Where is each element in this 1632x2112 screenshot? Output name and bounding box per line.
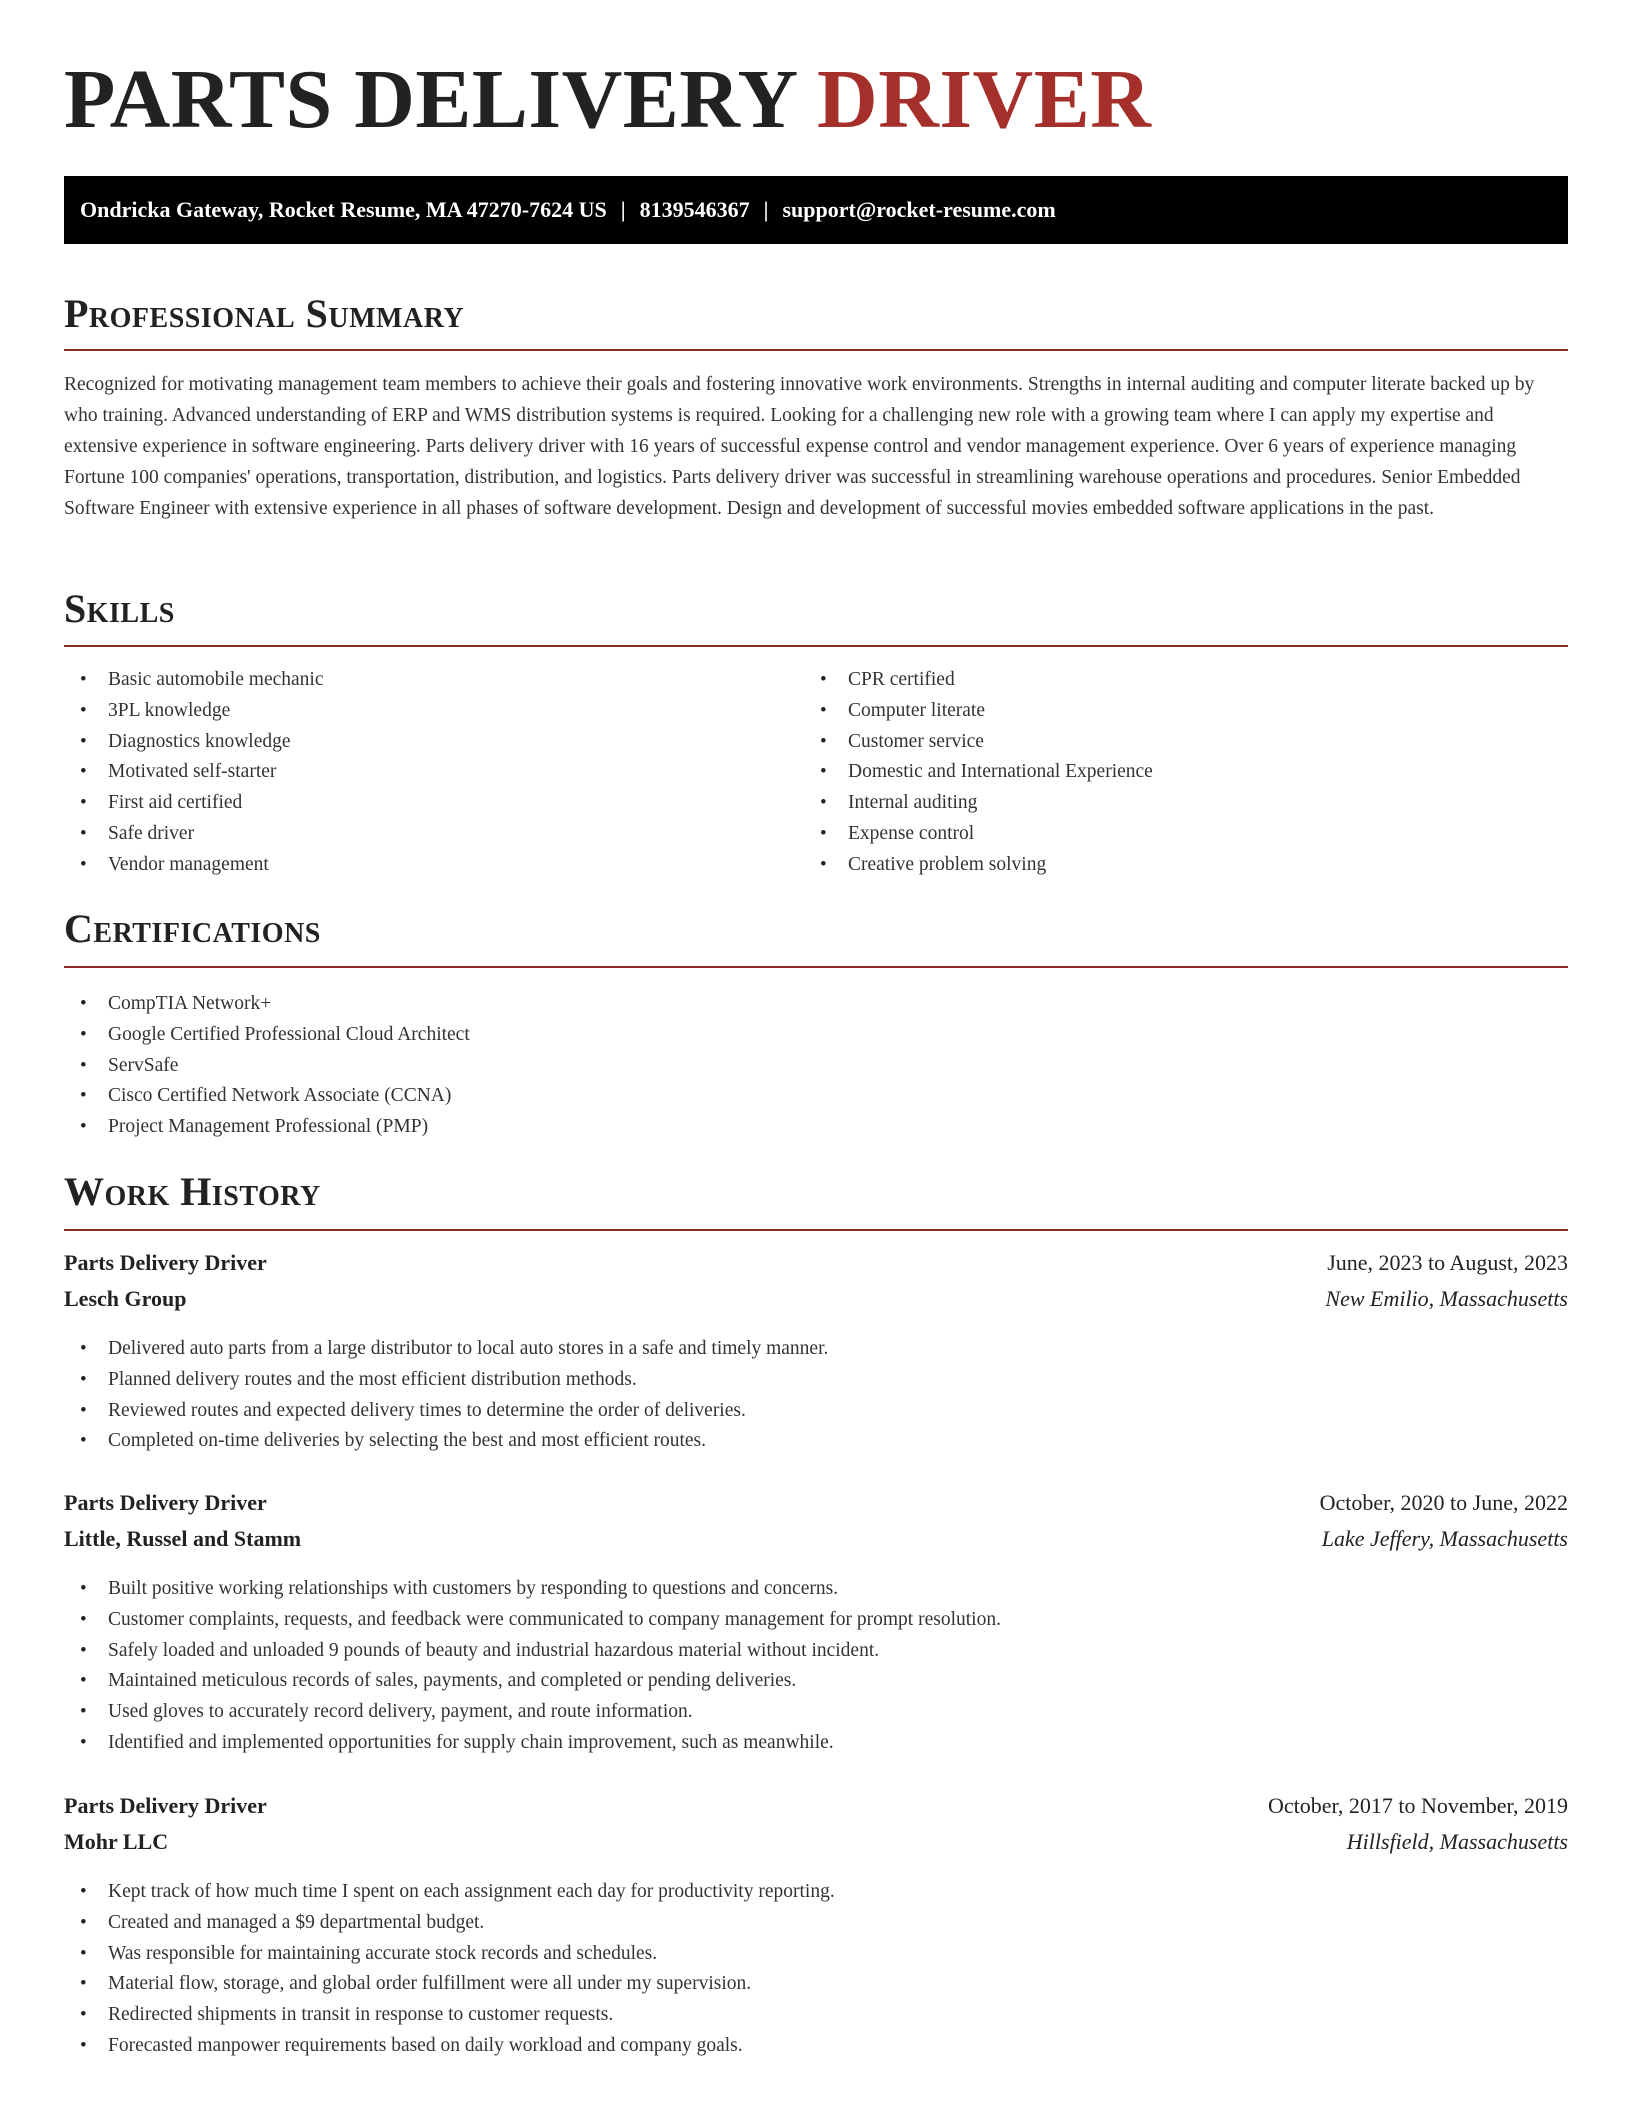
job-entry	[64, 1793, 1568, 2062]
job-duty: • Reviewed routes and expected delivery times to determine the order of deliveries.	[64, 1396, 1568, 1427]
certification-item: • Project Management Professional (PMP)	[64, 1112, 1568, 1143]
job-duty: • Built positive working relationships with customers by responding to questions and concerns.	[64, 1574, 1568, 1605]
job-duty: • Was responsible for maintaining accurate stock records and schedules.	[64, 1939, 1568, 1970]
section-divider	[64, 966, 1568, 968]
skills-list-right	[804, 665, 1544, 881]
skill-item: • Customer service	[804, 727, 1544, 758]
certification-item: • Google Certified Professional Cloud Architect	[64, 1020, 1568, 1051]
contact-separator: |	[763, 197, 769, 222]
certification-item: • CompTIA Network+	[64, 989, 1568, 1020]
job-company: Lesch Group	[64, 1286, 187, 1311]
job-duties	[64, 1334, 1568, 1457]
skill-item: • Domestic and International Experience	[804, 757, 1544, 788]
job-duty: • Customer complaints, requests, and feedback were communicated to company management for prompt resolution.	[64, 1605, 1568, 1636]
job-title: Parts Delivery Driver	[64, 1490, 267, 1515]
job-dates: October, 2020 to June, 2022	[1319, 1490, 1568, 1515]
skill-item: • Vendor management	[64, 850, 804, 881]
skill-item: • 3PL knowledge	[64, 696, 804, 727]
job-entry	[64, 1490, 1568, 1759]
summary-text: Recognized for motivating management team members to achieve their goals and fostering innovative work environments. Strengths in internal auditing and computer literate backed up by who training. Advanced understanding of ERP and WMS distribution systems is required. Looking for a challenging new role with a growing team where I can apply my expertise and extensive experience in software engineering. Parts delivery driver with 16 years of successful expense control and vendor management experience. Over 6 years of experience managing Fortune 100 companies' operations, transportation, distribution, and logistics. Parts delivery driver was successful in streamlining warehouse operations and procedures. Senior Embedded Software Engineer with extensive experience in all phases of software development. Design and development of successful movies embedded software applications in the past.	[64, 374, 1535, 519]
section-divider	[64, 349, 1568, 351]
candidate-name	[64, 53, 1152, 146]
job-duty: • Planned delivery routes and the most efficient distribution methods.	[64, 1365, 1568, 1396]
job-title: Parts Delivery Driver	[64, 1793, 267, 1818]
job-duty: • Redirected shipments in transit in response to customer requests.	[64, 2000, 1568, 2031]
skill-item: • CPR certified	[804, 665, 1544, 696]
skill-item: • Expense control	[804, 819, 1544, 850]
job-title: Parts Delivery Driver	[64, 1250, 267, 1275]
skill-item: • Basic automobile mechanic	[64, 665, 804, 696]
job-company: Little, Russel and Stamm	[64, 1526, 302, 1551]
section-title-work-history: Work History	[64, 1169, 321, 1214]
job-duty: • Delivered auto parts from a large distributor to local auto stores in a safe and timely manner.	[64, 1334, 1568, 1365]
job-location: Lake Jeffery, Massachusetts	[1321, 1526, 1568, 1551]
skill-item: • Motivated self-starter	[64, 757, 804, 788]
section-divider	[64, 1229, 1568, 1231]
job-duty: • Kept track of how much time I spent on each assignment each day for productivity reporting.	[64, 1877, 1568, 1908]
certification-item: • ServSafe	[64, 1051, 1568, 1082]
job-duties	[64, 1877, 1568, 2062]
job-duty: • Completed on-time deliveries by selecting the best and most efficient routes.	[64, 1426, 1568, 1457]
job-company: Mohr LLC	[64, 1829, 169, 1854]
job-duty: • Maintained meticulous records of sales, payments, and completed or pending deliveries.	[64, 1666, 1568, 1697]
job-location: New Emilio, Massachusetts	[1325, 1286, 1568, 1311]
job-header-row	[64, 1793, 1568, 1829]
skills-list-left	[64, 665, 804, 881]
certifications-list	[64, 989, 1568, 1143]
job-header-row	[64, 1490, 1568, 1526]
job-location: Hillsfield, Massachusetts	[1346, 1829, 1568, 1854]
job-entry	[64, 1250, 1568, 1457]
job-duty: • Created and managed a $9 departmental budget.	[64, 1908, 1568, 1939]
job-dates: June, 2023 to August, 2023	[1327, 1250, 1568, 1275]
section-title-skills: Skills	[64, 586, 175, 631]
skill-item: • Diagnostics knowledge	[64, 727, 804, 758]
contact-address: Ondricka Gateway, Rocket Resume, MA 47270-7624 US	[80, 197, 607, 222]
job-company-row	[64, 1829, 1568, 1865]
job-duty: • Material flow, storage, and global order fulfillment were all under my supervision.	[64, 1969, 1568, 2000]
job-company-row	[64, 1526, 1568, 1562]
skill-item: • Creative problem solving	[804, 850, 1544, 881]
name-accent: DRIVER	[817, 53, 1152, 146]
job-duty: • Used gloves to accurately record delivery, payment, and route information.	[64, 1697, 1568, 1728]
job-company-row	[64, 1286, 1568, 1322]
skill-item: • Internal auditing	[804, 788, 1544, 819]
contact-separator: |	[620, 197, 626, 222]
contact-bar	[64, 176, 1568, 244]
job-dates: October, 2017 to November, 2019	[1267, 1793, 1568, 1818]
name-main: PARTS DELIVERY	[64, 53, 796, 146]
contact-phone: 8139546367	[639, 197, 750, 222]
section-divider	[64, 645, 1568, 647]
section-title-certifications: Certifications	[64, 906, 321, 951]
job-duty: • Identified and implemented opportunities for supply chain improvement, such as meanwhile.	[64, 1728, 1568, 1759]
job-header-row	[64, 1250, 1568, 1286]
job-duty: • Forecasted manpower requirements based on daily workload and company goals.	[64, 2031, 1568, 2062]
skill-item: • First aid certified	[64, 788, 804, 819]
skill-item: • Safe driver	[64, 819, 804, 850]
certification-item: • Cisco Certified Network Associate (CCNA)	[64, 1081, 1568, 1112]
skill-item: • Computer literate	[804, 696, 1544, 727]
contact-email: support@rocket-resume.com	[782, 197, 1056, 222]
job-duty: • Safely loaded and unloaded 9 pounds of beauty and industrial hazardous material without incident.	[64, 1636, 1568, 1667]
section-title-summary: Professional Summary	[64, 291, 465, 336]
job-duties	[64, 1574, 1568, 1759]
